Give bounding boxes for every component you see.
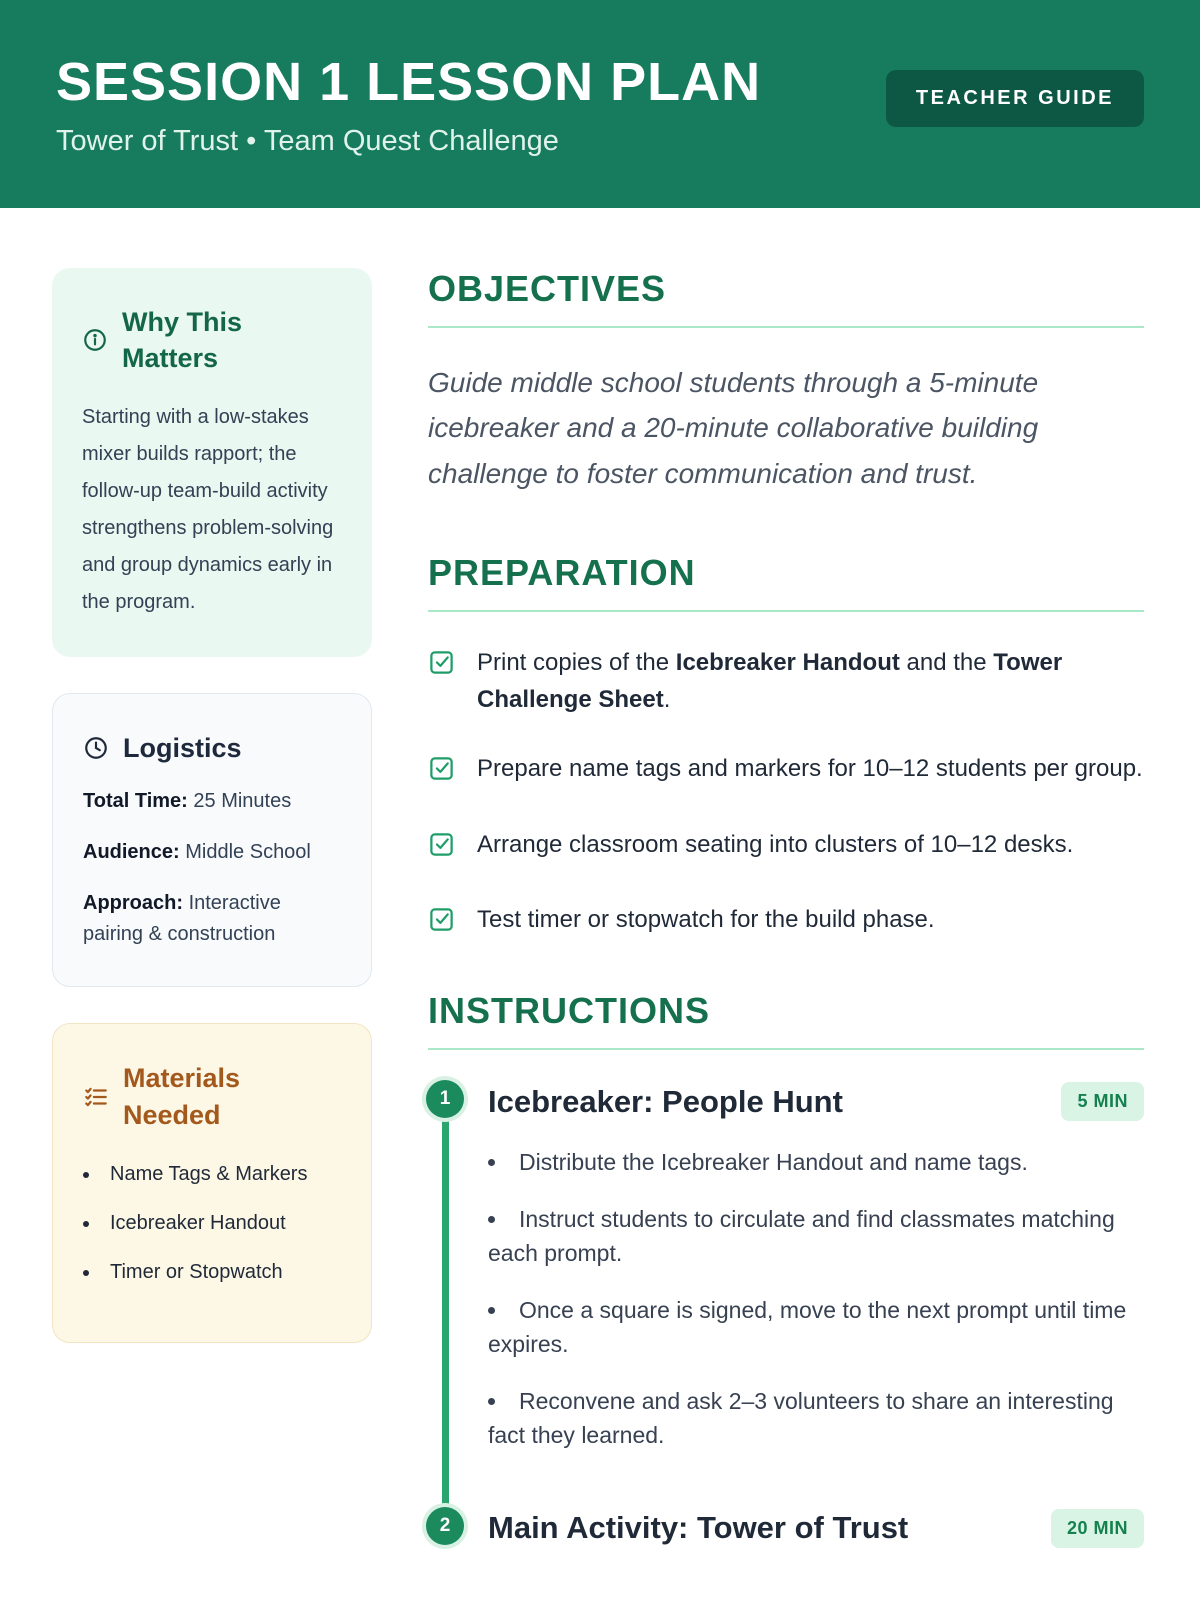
- bullet-item: • Once a square is signed, move to the next prompt until time expires.: [488, 1293, 1144, 1362]
- content-area: [0, 208, 1200, 1600]
- step-icebreaker: [428, 1082, 1144, 1453]
- step-bullets: [488, 1145, 1144, 1453]
- why-this-matters-card: [52, 268, 372, 657]
- objectives-section: [428, 268, 1144, 496]
- checkbox-icon: [428, 755, 455, 793]
- logistics-item-audience: [83, 837, 341, 868]
- why-card-header: [82, 304, 342, 377]
- material-item: • Icebreaker Handout: [83, 1208, 341, 1239]
- prep-item: [428, 826, 1144, 869]
- main-content: [428, 268, 1144, 1600]
- prep-text: Prepare name tags and markers for 10–12 students per group.: [477, 755, 1143, 783]
- step-main-activity: [428, 1509, 1144, 1548]
- duration-badge: 5 MIN: [1061, 1082, 1144, 1121]
- step-title: Icebreaker: People Hunt: [488, 1083, 843, 1119]
- page-subtitle: Tower of Trust • Team Quest Challenge: [56, 124, 559, 157]
- logistics-label: Approach:: [83, 892, 183, 915]
- prep-item: [428, 750, 1144, 793]
- logistics-item-total-time: [83, 786, 341, 817]
- step-number-badge: 1: [426, 1080, 464, 1118]
- section-divider: [428, 1048, 1144, 1050]
- section-divider: [428, 610, 1144, 612]
- step-header: [488, 1082, 1144, 1121]
- preparation-title: PREPARATION: [428, 552, 696, 594]
- materials-card-header: [83, 1060, 341, 1133]
- prep-text: Arrange classroom seating into clusters of 10–12 desks.: [477, 830, 1074, 858]
- why-title: Why This Matters: [122, 307, 242, 374]
- logistics-label: Audience:: [83, 841, 180, 864]
- info-icon: [82, 327, 108, 353]
- materials-title: Materials Needed: [123, 1063, 241, 1130]
- materials-list: [83, 1159, 341, 1288]
- bullet-item: • Reconvene and ask 2–3 volunteers to share an interesting fact they learned.: [488, 1384, 1144, 1453]
- sidebar: [52, 268, 372, 1600]
- page-title: SESSION 1 LESSON PLAN: [56, 52, 762, 112]
- section-divider: [428, 326, 1144, 328]
- checkbox-icon: [428, 906, 455, 944]
- step-header: [488, 1509, 1144, 1548]
- logistics-value: Middle School: [185, 841, 311, 864]
- material-item: • Name Tags & Markers: [83, 1159, 341, 1190]
- why-body: Starting with a low-stakes mixer builds rapport; the follow-up team-build activity strengthens problem-solving and group dynamics early in the program.: [82, 405, 334, 613]
- step-number-badge: 2: [426, 1507, 464, 1545]
- bullet-item: • Distribute the Icebreaker Handout and name tags.: [488, 1145, 1144, 1180]
- step-title: Main Activity: Tower of Trust: [488, 1510, 909, 1546]
- logistics-title: Logistics: [123, 732, 242, 763]
- preparation-section: [428, 552, 1144, 944]
- objectives-text: Guide middle school students through a 5-minute icebreaker and a 20-minute collaborative building challenge to foster communication and trust.: [428, 367, 1039, 489]
- instructions-title: INSTRUCTIONS: [428, 990, 710, 1032]
- logistics-value: 25 Minutes: [193, 790, 292, 813]
- prep-item: [428, 901, 1144, 944]
- checkbox-icon: [428, 649, 455, 718]
- logistics-value: Interactive pairing & construction: [83, 892, 281, 946]
- prep-text: Test timer or stopwatch for the build phase.: [477, 905, 935, 933]
- checkbox-icon: [428, 831, 455, 869]
- duration-badge: 20 MIN: [1051, 1509, 1144, 1548]
- instructions-section: [428, 990, 1144, 1548]
- material-item: • Timer or Stopwatch: [83, 1257, 341, 1288]
- preparation-checklist: [428, 644, 1144, 944]
- logistics-card-header: [83, 730, 341, 766]
- teacher-guide-button[interactable]: TEACHER GUIDE: [886, 70, 1144, 127]
- materials-card: [52, 1023, 372, 1343]
- header-text-block: [56, 54, 761, 158]
- prep-item: [428, 644, 1144, 718]
- checklist-icon: [83, 1084, 109, 1110]
- header: [0, 0, 1200, 208]
- clock-icon: [83, 735, 109, 761]
- timeline: [428, 1082, 1144, 1548]
- logistics-label: Total Time:: [83, 790, 188, 813]
- logistics-card: [52, 693, 372, 987]
- bullet-item: • Instruct students to circulate and find classmates matching each prompt.: [488, 1202, 1144, 1271]
- objectives-title: OBJECTIVES: [428, 268, 667, 309]
- prep-text: Print copies of the Icebreaker Handout and the Tower Challenge Sheet.: [477, 649, 1063, 714]
- logistics-item-approach: [83, 888, 341, 950]
